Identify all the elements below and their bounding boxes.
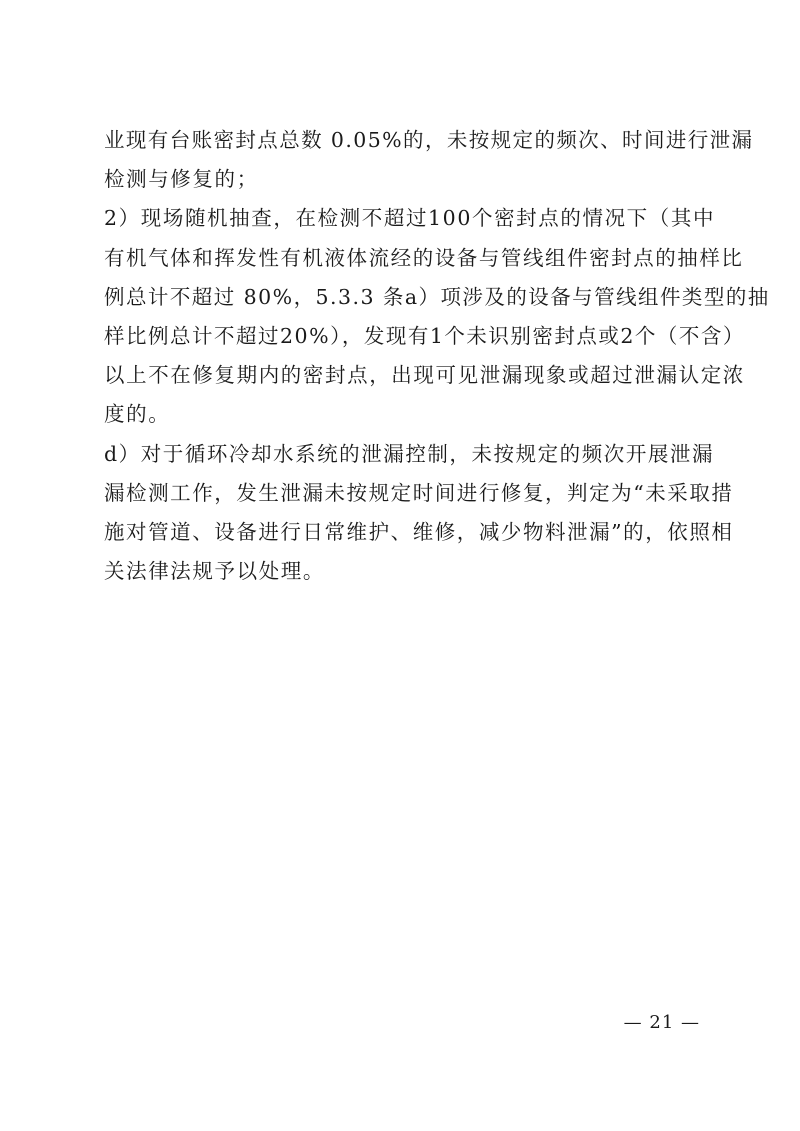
body-text-line: 度的。 <box>104 402 171 426</box>
body-text-line: 例总计不超过 80%，5.3.3 条a）项涉及的设备与管线组件类型的抽 <box>104 285 770 309</box>
body-text-line: 有机气体和挥发性有机液体流经的设备与管线组件密封点的抽样比 <box>104 246 744 270</box>
body-text-line: 施对管道、设备进行日常维护、维修，减少物料泄漏”的，依照相 <box>104 520 734 544</box>
body-text-line: 检测与修复的； <box>104 167 259 191</box>
body-text-line: 2）现场随机抽查，在检测不超过100个密封点的情况下（其中 <box>104 206 716 230</box>
body-text-line: d）对于循环冷却水系统的泄漏控制，未按规定的频次开展泄漏 <box>104 442 715 466</box>
body-text-line: 以上不在修复期内的密封点，出现可见泄漏现象或超过泄漏认定浓 <box>104 363 745 387</box>
body-text-line: 业现有台账密封点总数 0.05%的，未按规定的频次、时间进行泄漏 <box>104 128 754 152</box>
body-text-line: 关法律法规予以处理。 <box>104 559 325 583</box>
body-text-line: 漏检测工作，发生泄漏未按规定时间进行修复，判定为“未采取措 <box>104 481 734 505</box>
page-number: — 21 — <box>623 1012 700 1033</box>
body-text-line: 样比例总计不超过20%），发现有1个未识别密封点或2个（不含） <box>104 324 745 348</box>
